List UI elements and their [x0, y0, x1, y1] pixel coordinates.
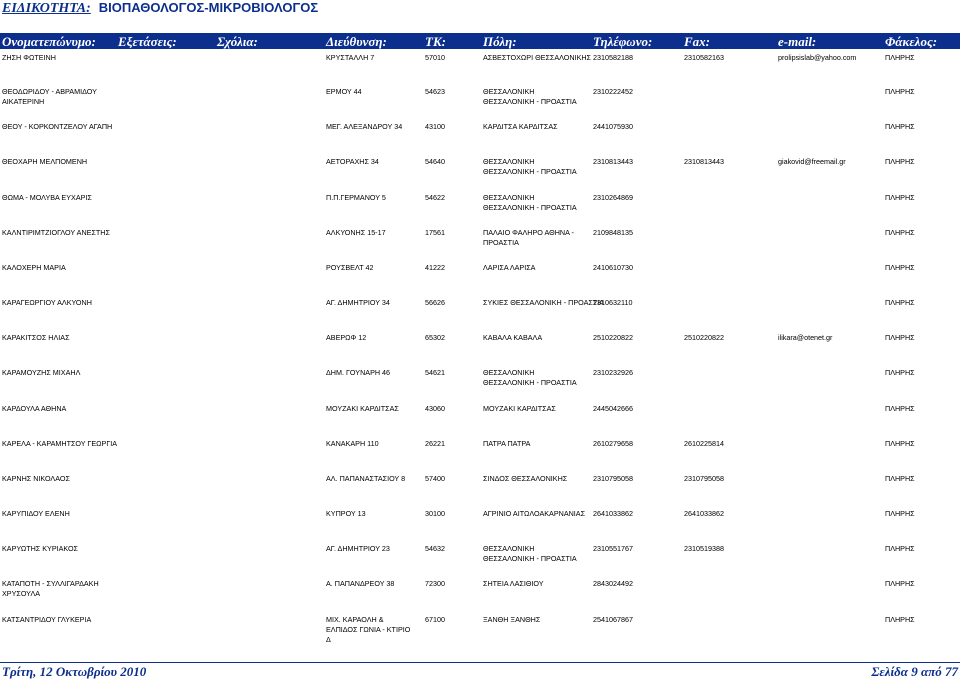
cell-name: ΚΑΡΑΜΟΥΖΗΣ ΜΙΧΑΗΛ	[2, 368, 81, 377]
cell-tk: 57010	[425, 53, 445, 62]
report-header	[0, 0, 960, 20]
column-header-file: Φάκελος:	[885, 34, 938, 49]
cell-city: ΘΕΣΣΑΛΟΝΙΚΗ ΘΕΣΣΑΛΟΝΙΚΗ - ΠΡΟΑΣΤΙΑ	[483, 368, 577, 387]
cell-address: Α. ΠΑΠΑΝΔΡΕΟΥ 38	[326, 579, 395, 588]
cell-name: ΘΕΟΧΑΡΗ ΜΕΛΠΟΜΕΝΗ	[2, 157, 88, 166]
cell-name: ΚΑΡΥΠΙΔΟΥ ΕΛΕΝΗ	[2, 509, 70, 518]
cell-address: ΚΑΝΑΚΑΡΗ 110	[326, 439, 379, 448]
cell-city: ΛΑΡΙΣΑ ΛΑΡΙΣΑ	[483, 263, 536, 272]
cell-address: ΡΟΥΣΒΕΛΤ 42	[326, 263, 374, 272]
cell-file: ΠΛΗΡΗΣ	[885, 579, 915, 588]
cell-tk: 57400	[425, 474, 445, 483]
cell-name: ΚΑΡΑΓΕΩΡΓΙΟΥ ΑΛΚΥΟΝΗ	[2, 298, 92, 307]
cell-file: ΠΛΗΡΗΣ	[885, 368, 915, 377]
cell-address: ΔΗΜ. ΓΟΥΝΑΡΗ 46	[326, 368, 391, 377]
cell-file: ΠΛΗΡΗΣ	[885, 439, 915, 448]
cell-fax: 2310795058	[684, 474, 724, 483]
column-header-exams: Εξετάσεις:	[118, 34, 177, 49]
cell-city: ΣΗΤΕΙΑ ΛΑΣΙΘΙΟΥ	[483, 579, 544, 588]
cell-tk: 43060	[425, 404, 445, 413]
cell-tk: 54632	[425, 544, 445, 553]
specialty-label: ΕΙΔΙΚΟΤΗΤΑ:	[2, 1, 91, 16]
cell-phone: 2310582188	[593, 53, 633, 62]
cell-phone: 2510220822	[593, 333, 633, 342]
cell-email: ilikara@otenet.gr	[778, 333, 833, 342]
cell-tk: 41222	[425, 263, 445, 272]
column-header-email: e-mail:	[778, 34, 817, 49]
cell-address: ΕΡΜΟΥ 44	[326, 87, 362, 96]
cell-file: ΠΛΗΡΗΣ	[885, 157, 915, 166]
cell-name: ΚΑΤΣΑΝΤΡΙΔΟΥ ΓΛΥΚΕΡΙΑ	[2, 615, 92, 624]
footer-date: Τρίτη, 12 Οκτωβρίου 2010	[2, 664, 147, 679]
cell-name: ΚΑΛΟΧΕΡΗ ΜΑΡΙΑ	[2, 263, 66, 272]
cell-file: ΠΛΗΡΗΣ	[885, 263, 915, 272]
cell-phone: 2610279658	[593, 439, 633, 448]
cell-name: ΚΑΡΔΟΥΛΑ ΑΘΗΝΑ	[2, 404, 67, 413]
column-header-row	[0, 33, 960, 49]
cell-name: ΚΑΡΥΩΤΗΣ ΚΥΡΙΑΚΟΣ	[2, 544, 79, 553]
cell-address: ΜΕΓ. ΑΛΕΞΑΝΔΡΟΥ 34	[326, 122, 403, 131]
cell-city: ΠΑΤΡΑ ΠΑΤΡΑ	[483, 439, 531, 448]
cell-phone: 2310795058	[593, 474, 633, 483]
cell-phone: 2310232926	[593, 368, 633, 377]
cell-address: ΑΛΚΥΟΝΗΣ 15-17	[326, 228, 386, 237]
cell-file: ΠΛΗΡΗΣ	[885, 228, 915, 237]
cell-city: ΠΑΛΑΙΟ ΦΑΛΗΡΟ ΑΘΗΝΑ - ΠΡΟΑΣΤΙΑ	[483, 228, 574, 247]
cell-file: ΠΛΗΡΗΣ	[885, 544, 915, 553]
cell-name: ΚΑΡΝΗΣ ΝΙΚΟΛΑΟΣ	[2, 474, 70, 483]
cell-city: ΣΙΝΔΟΣ ΘΕΣΣΑΛΟΝΙΚΗΣ	[483, 474, 568, 483]
page-footer	[0, 662, 960, 680]
cell-phone: 2541067867	[593, 615, 633, 624]
cell-address: ΑΓ. ΔΗΜΗΤΡΙΟΥ 34	[326, 298, 390, 307]
cell-phone: 2843024492	[593, 579, 633, 588]
specialty-value: ΒΙΟΠΑΘΟΛΟΓΟΣ-ΜΙΚΡΟΒΙΟΛΟΓΟΣ	[98, 0, 319, 15]
cell-phone: 2310813443	[593, 157, 633, 166]
cell-name: ΚΑΛΝΤΙΡΙΜΤΖΙΟΓΛΟΥ ΑΝΕΣΤΗΣ	[2, 228, 110, 237]
cell-address: ΑΕΤΟΡΑΧΗΣ 34	[326, 157, 379, 166]
cell-city: ΘΕΣΣΑΛΟΝΙΚΗ ΘΕΣΣΑΛΟΝΙΚΗ - ΠΡΟΑΣΤΙΑ	[483, 87, 577, 106]
cell-address: Π.Π.ΓΕΡΜΑΝΟΥ 5	[326, 193, 386, 202]
cell-city: ΑΓΡΙΝΙΟ ΑΙΤΩΛΟΑΚΑΡΝΑΝΙΑΣ	[483, 509, 586, 518]
column-header-name: Ονοματεπώνυμο:	[2, 34, 96, 49]
cell-address: ΚΥΠΡΟΥ 13	[326, 509, 366, 518]
cell-tk: 54622	[425, 193, 445, 202]
column-header-tk: ΤΚ:	[425, 34, 446, 49]
cell-phone: 2441075930	[593, 122, 633, 131]
cell-fax: 2310813443	[684, 157, 724, 166]
cell-file: ΠΛΗΡΗΣ	[885, 122, 915, 131]
cell-city: ΣΥΚΙΕΣ ΘΕΣΣΑΛΟΝΙΚΗ - ΠΡΟΑΣΤΙΑ	[483, 298, 604, 307]
cell-file: ΠΛΗΡΗΣ	[885, 509, 915, 518]
cell-city: ΘΕΣΣΑΛΟΝΙΚΗ ΘΕΣΣΑΛΟΝΙΚΗ - ΠΡΟΑΣΤΙΑ	[483, 157, 577, 176]
cell-phone: 2410610730	[593, 263, 633, 272]
cell-tk: 17561	[425, 228, 445, 237]
cell-city: ΘΕΣΣΑΛΟΝΙΚΗ ΘΕΣΣΑΛΟΝΙΚΗ - ΠΡΟΑΣΤΙΑ	[483, 544, 577, 563]
cell-city: ΘΕΣΣΑΛΟΝΙΚΗ ΘΕΣΣΑΛΟΝΙΚΗ - ΠΡΟΑΣΤΙΑ	[483, 193, 577, 212]
cell-fax: 2310519388	[684, 544, 724, 553]
cell-address: ΜΟΥΖΑΚΙ ΚΑΡΔΙΤΣΑΣ	[326, 404, 399, 413]
cell-address: ΚΡΥΣΤΑΛΛΗ 7	[326, 53, 375, 62]
cell-phone: 2109848135	[593, 228, 633, 237]
cell-address: ΑΓ. ΔΗΜΗΤΡΙΟΥ 23	[326, 544, 390, 553]
column-header-comments: Σχόλια:	[217, 34, 258, 49]
column-header-city: Πόλη:	[483, 34, 517, 49]
cell-name: ΘΕΟΥ - ΚΟΡΚΟΝΤΖΕΛΟΥ ΑΓΑΠΗ	[2, 122, 113, 131]
cell-file: ΠΛΗΡΗΣ	[885, 87, 915, 96]
cell-tk: 54640	[425, 157, 445, 166]
cell-address: ΑΒΕΡΩΦ 12	[326, 333, 367, 342]
cell-tk: 26221	[425, 439, 445, 448]
cell-file: ΠΛΗΡΗΣ	[885, 193, 915, 202]
cell-fax: 2641033862	[684, 509, 724, 518]
cell-tk: 54621	[425, 368, 445, 377]
cell-name: ΚΑΡΕΛΑ - ΚΑΡΑΜΗΤΣΟΥ ΓΕΩΡΓΙΑ	[2, 439, 118, 448]
cell-name: ΚΑΤΑΠΟΤΗ - ΣΥΛΛΙΓΑΡΔΑΚΗ ΧΡΥΣΟΥΛΑ	[2, 579, 99, 598]
cell-phone: 2310551767	[593, 544, 633, 553]
cell-email: prolipsislab@yahoo.com	[778, 53, 857, 62]
cell-name: ΚΑΡΑΚΙΤΣΟΣ ΗΛΙΑΣ	[2, 333, 70, 342]
cell-tk: 30100	[425, 509, 445, 518]
cell-tk: 54623	[425, 87, 445, 96]
cell-phone: 2445042666	[593, 404, 633, 413]
column-header-address: Διεύθυνση:	[326, 34, 387, 49]
cell-name: ΘΕΟΔΩΡΙΔΟΥ - ΑΒΡΑΜΙΔΟΥ ΑΙΚΑΤΕΡΙΝΗ	[2, 87, 97, 106]
column-header-phone: Τηλέφωνο:	[593, 34, 653, 49]
cell-city: ΚΑΡΔΙΤΣΑ ΚΑΡΔΙΤΣΑΣ	[483, 122, 558, 131]
cell-tk: 72300	[425, 579, 445, 588]
cell-file: ΠΛΗΡΗΣ	[885, 53, 915, 62]
footer-page-number: Σελίδα 9 από 77	[871, 664, 958, 679]
cell-tk: 56626	[425, 298, 445, 307]
cell-name: ΘΩΜΑ - ΜΟΛΥΒΑ ΕΥΧΑΡΙΣ	[2, 193, 92, 202]
cell-phone: 2310264869	[593, 193, 633, 202]
cell-city: ΞΑΝΘΗ ΞΑΝΘΗΣ	[483, 615, 541, 624]
cell-fax: 2310582163	[684, 53, 724, 62]
cell-file: ΠΛΗΡΗΣ	[885, 474, 915, 483]
cell-tk: 65302	[425, 333, 445, 342]
cell-tk: 43100	[425, 122, 445, 131]
cell-phone: 2310222452	[593, 87, 633, 96]
cell-email: giakovid@freemail.gr	[778, 157, 846, 166]
cell-fax: 2510220822	[684, 333, 724, 342]
cell-file: ΠΛΗΡΗΣ	[885, 333, 915, 342]
cell-phone: 2641033862	[593, 509, 633, 518]
cell-city: ΜΟΥΖΑΚΙ ΚΑΡΔΙΤΣΑΣ	[483, 404, 556, 413]
cell-file: ΠΛΗΡΗΣ	[885, 615, 915, 624]
cell-file: ΠΛΗΡΗΣ	[885, 404, 915, 413]
cell-name: ΖΗΣΗ ΦΩΤΕΙΝΗ	[2, 53, 56, 62]
cell-file: ΠΛΗΡΗΣ	[885, 298, 915, 307]
cell-address: ΑΛ. ΠΑΠΑΝΑΣΤΑΣΙΟΥ 8	[326, 474, 406, 483]
cell-fax: 2610225814	[684, 439, 724, 448]
cell-city: ΚΑΒΑΛΑ ΚΑΒΑΛΑ	[483, 333, 543, 342]
cell-address: ΜΙΧ. ΚΑΡΑΟΛΗ & ΕΛΠΙΔΟΣ ΓΩΝΙΑ - ΚΤΙΡΙΟ Δ	[326, 615, 411, 644]
cell-phone: 2310632110	[593, 298, 633, 307]
column-header-fax: Fax:	[684, 34, 710, 49]
cell-city: ΑΣΒΕΣΤΟΧΩΡΙ ΘΕΣΣΑΛΟΝΙΚΗΣ	[483, 53, 591, 62]
cell-tk: 67100	[425, 615, 445, 624]
